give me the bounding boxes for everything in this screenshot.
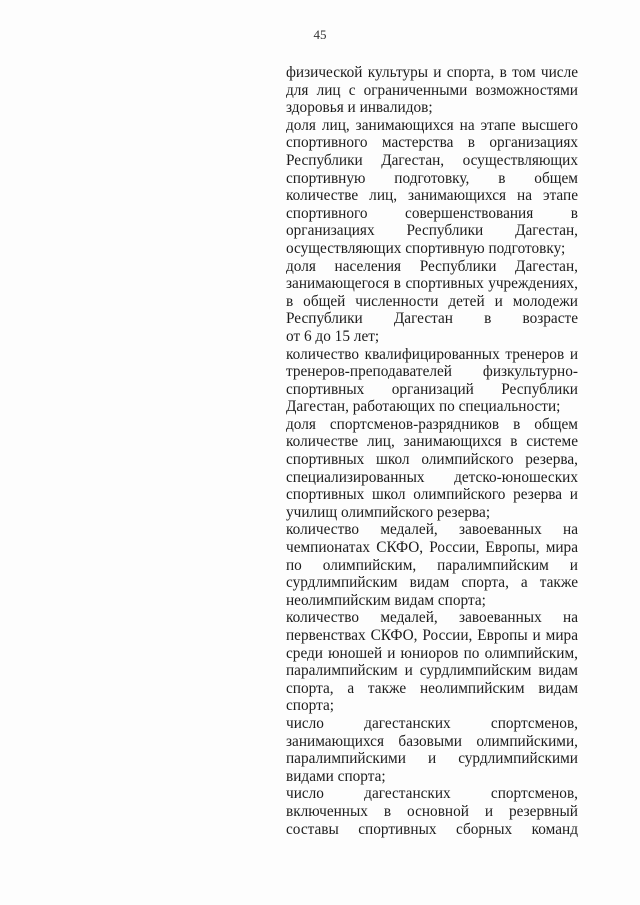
text-line: составы спортивных сборных команд [286, 820, 578, 838]
text-line: спортивную подготовку, в общем [286, 169, 578, 187]
text-line: осуществляющих спортивную подготовку; [286, 239, 566, 257]
text-line: видами спорта; [286, 767, 386, 785]
text-line: по олимпийским, паралимпийским и [286, 556, 578, 574]
text-line: спортивных школ олимпийского резерва, [286, 451, 578, 469]
text-line: включенных в основной и резервный [286, 802, 578, 820]
text-line: число дагестанских спортсменов, [286, 714, 578, 732]
text-line: первенствах СКФО, России, Европы и мира [286, 627, 578, 644]
text-line: паралимпийскими и сурдлимпийскими [286, 750, 578, 768]
text-line: Республики Дагестан, осуществляющих [286, 151, 578, 169]
text-line: чемпионатах СКФО, России, Европы, мира [286, 539, 578, 557]
text-line: Дагестан, работающих по специальности; [286, 398, 561, 416]
text-line: количество медалей, завоеванных на [286, 609, 578, 627]
text-line: специализированных детско-юношеских [286, 468, 578, 486]
text-line: училищ олимпийского резерва; [286, 503, 491, 521]
text-line: число дагестанских спортсменов, [286, 785, 578, 803]
text-line: здоровья и инвалидов; [286, 99, 433, 117]
text-line: количество медалей, завоеванных на [286, 521, 578, 539]
text-line: неолимпийским видам спорта; [286, 591, 486, 609]
text-line: от 6 до 15 лет; [286, 327, 380, 345]
text-line: тренеров-преподавателей физкультурно- [286, 363, 578, 381]
text-line: спорта; [286, 697, 334, 715]
text-line: физической культуры и спорта, в том числе [286, 64, 578, 81]
text-line: доля населения Республики Дагестан, [286, 257, 578, 275]
text-line: занимающегося в спортивных учреждениях, [286, 275, 578, 293]
text-line: занимающихся базовыми олимпийскими, [286, 732, 578, 750]
text-line: спортивного совершенствования в [286, 204, 578, 222]
text-line: организациях Республики Дагестан, [286, 222, 578, 240]
text-line: спортивных организаций Республики [286, 380, 578, 398]
text-line: сурдлимпийским видам спорта, а также [286, 574, 578, 592]
page-number: 45 [313, 27, 327, 42]
text-line: в общей численности детей и молодежи [286, 292, 578, 310]
text-line: для лиц с ограниченными возможностями [286, 81, 578, 99]
text-line: количестве лиц, занимающихся в системе [286, 433, 578, 451]
text-line: доля спортсменов-разрядников в общем [286, 415, 578, 433]
text-line: спортивного мастерства в организациях [286, 134, 578, 152]
text-line: спорта, а также неолимпийским видам [286, 679, 578, 697]
text-line: количество квалифицированных тренеров и [286, 345, 578, 363]
text-line: количестве лиц, занимающихся на этапе [286, 187, 578, 205]
text-line: Республики Дагестан в возрасте [286, 310, 578, 328]
text-line: паралимпийским и сурдлимпийским видам [286, 662, 578, 680]
text-line: спортивных школ олимпийского резерва и [286, 486, 578, 504]
text-line: доля лиц, занимающихся на этапе высшего [286, 116, 578, 134]
text-line: среди юношей и юниоров по олимпийским, [286, 644, 578, 662]
text-column [286, 64, 578, 838]
